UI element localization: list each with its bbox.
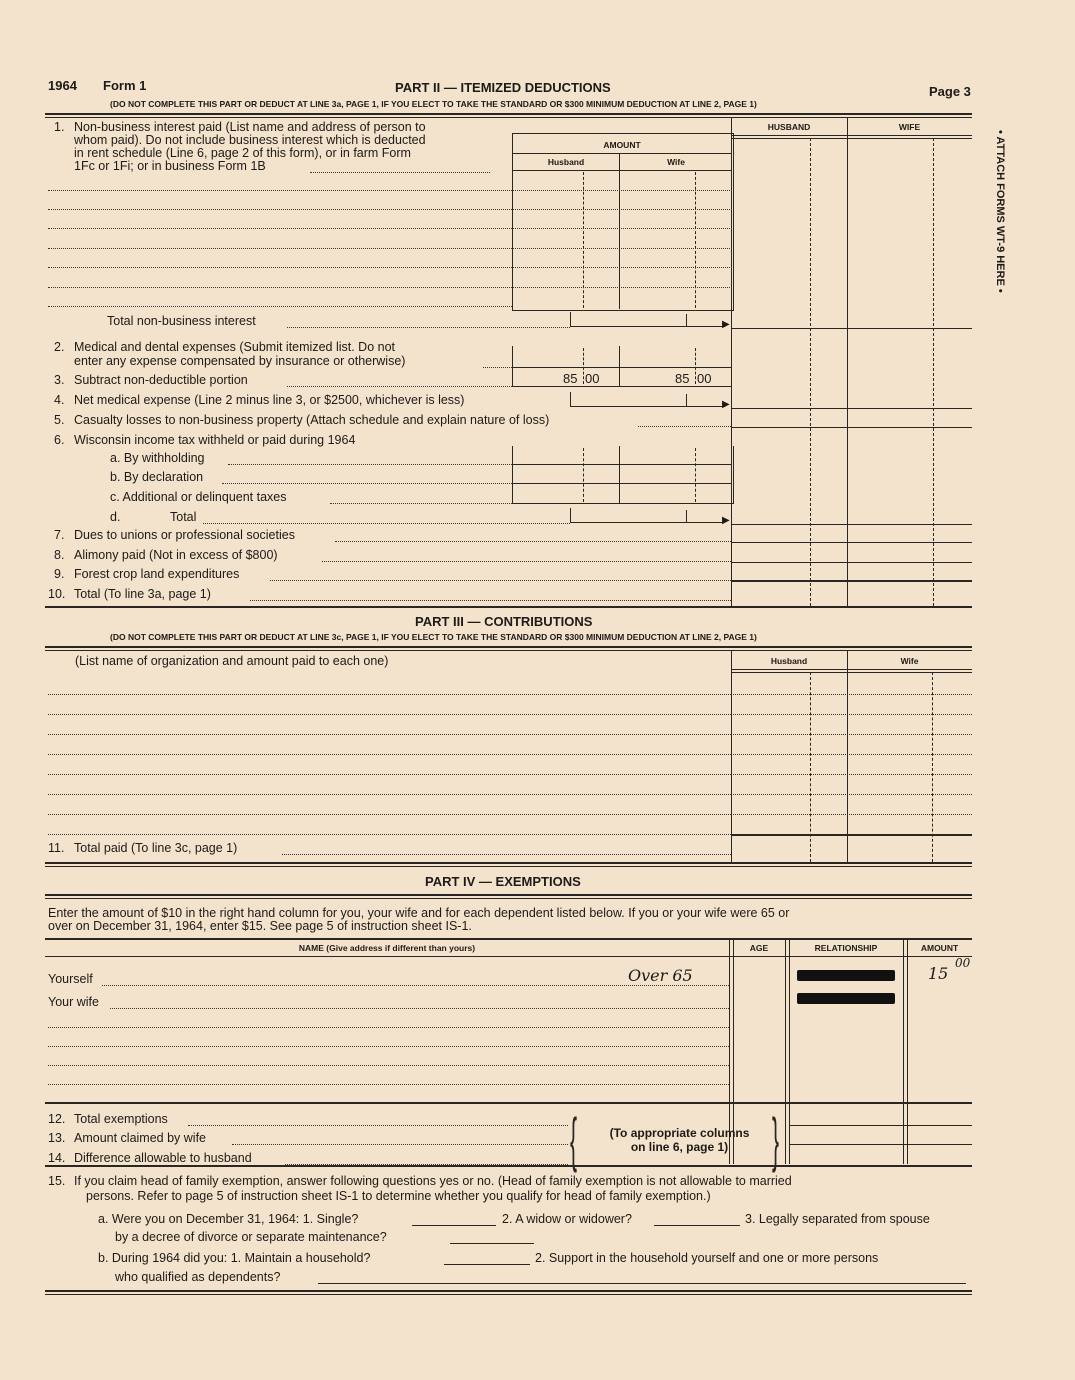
line2-text: Medical and dental expenses (Submit itemized list. Do not	[74, 340, 395, 354]
header-rule	[45, 113, 972, 115]
yourself-label: Yourself	[48, 972, 93, 986]
line4-text: Net medical expense (Line 2 minus line 3, or $2500, whichever is less)	[74, 393, 465, 407]
answer-widow[interactable]	[654, 1225, 740, 1226]
row-rule	[731, 408, 972, 409]
line11-text: Total paid (To line 3c, page 1)	[74, 841, 238, 855]
arrow-right-icon: ▶	[722, 319, 730, 330]
line-number: 11.	[48, 841, 65, 855]
question-a-decree: by a decree of divorce or separate maintenance?	[115, 1230, 387, 1244]
entry-line	[731, 814, 972, 815]
entry-line	[335, 541, 731, 542]
line15-text: persons. Refer to page 5 of instruction sheet IS-1 to determine whether you qualify for head of family exemption.)	[86, 1189, 711, 1203]
table-rule	[45, 938, 972, 940]
row-rule	[731, 524, 972, 525]
bracket-note-2: on line 6, page 1)	[630, 1140, 729, 1154]
entry-line	[731, 794, 972, 795]
form-number: Form 1	[103, 78, 147, 93]
right-brace-icon: }	[772, 1106, 780, 1173]
contribution-entry-line[interactable]	[48, 834, 731, 835]
line12-text: Total exemptions	[74, 1112, 168, 1126]
section-rule-thin	[45, 866, 972, 867]
wife-label: Your wife	[48, 995, 99, 1009]
entry-line	[282, 854, 731, 855]
section-rule-thin	[45, 650, 972, 651]
cents-divider	[583, 348, 584, 384]
col-header-rule	[731, 135, 972, 136]
entry-line	[310, 172, 490, 173]
arrow-right-icon: ▶	[722, 399, 730, 410]
section-rule	[45, 606, 972, 608]
line1-text: whom paid). Do not include business interest which is deducted	[74, 133, 426, 147]
question-b-dependents: who qualified as dependents?	[115, 1270, 281, 1284]
line-number: 8.	[54, 548, 65, 562]
bracket-note-1: (To appropriate columns	[609, 1126, 750, 1140]
amount-header-rule	[512, 153, 732, 154]
section-rule	[45, 1165, 972, 1167]
entry-line	[731, 714, 972, 715]
tax-box	[512, 446, 734, 504]
entry-line[interactable]	[48, 248, 512, 249]
arrow-tick	[686, 314, 687, 326]
contrib-wife-header: Wife	[900, 656, 919, 666]
amount-col-header: AMOUNT	[920, 943, 959, 953]
entry-line[interactable]	[48, 287, 512, 288]
row-rule	[789, 1144, 972, 1145]
entry-line[interactable]	[48, 306, 512, 307]
col-divider	[785, 938, 786, 1164]
contributions-list-label: (List name of organization and amount paid to each one)	[75, 654, 389, 668]
question-b-support: 2. Support in the household yourself and one or more persons	[535, 1251, 879, 1265]
section-rule	[45, 894, 972, 896]
entry-line[interactable]	[228, 464, 512, 465]
arrow-bracket	[570, 508, 571, 523]
box-edge	[731, 346, 732, 386]
question-a-single: a. Were you on December 31, 1964: 1. Single?	[98, 1212, 359, 1226]
row-rule	[512, 483, 732, 484]
col-divider	[903, 938, 904, 1164]
entry-line	[512, 209, 732, 210]
entry-line	[483, 367, 512, 368]
arrow-tick	[686, 510, 687, 522]
line6b-text: b. By declaration	[110, 470, 204, 484]
line-number: 14.	[48, 1151, 66, 1165]
arrow-right-icon: ▶	[722, 515, 730, 526]
line3-text: Subtract non-deductible portion	[74, 373, 248, 387]
entry-line[interactable]	[48, 228, 512, 229]
line9-text: Forest crop land expenditures	[74, 567, 240, 581]
line-number: 13.	[48, 1131, 66, 1145]
cents-divider	[695, 348, 696, 384]
row-rule	[731, 834, 972, 836]
line3-husband-cents: 00	[585, 371, 600, 386]
line-number: 7.	[54, 528, 65, 542]
row-rule	[731, 427, 972, 428]
cents-divider	[695, 448, 696, 502]
entry-line	[512, 267, 732, 268]
line-number: 5.	[54, 413, 65, 427]
amount-header: AMOUNT	[603, 140, 641, 150]
dependent-entry-line[interactable]	[48, 1027, 729, 1028]
line3-wife-cents: 00	[697, 371, 712, 386]
part-iii-instruction: (DO NOT COMPLETE THIS PART OR DEDUCT AT LINE 3c, PAGE 1, IF YOU ELECT TO TAKE THE STANDARD OR $300 MINIMUM DEDUCTION AT LINE 2, PAGE 1)	[110, 632, 757, 642]
dependent-entry-line[interactable]	[48, 1084, 729, 1085]
row-rule	[731, 669, 972, 670]
row-rule	[512, 367, 732, 368]
part-ii-title: PART II — ITEMIZED DEDUCTIONS	[395, 80, 611, 95]
exemptions-instruction-1: Enter the amount of $10 in the right hand column for you, your wife and for each dependent listed below. If you or your wife were 65 or	[48, 906, 790, 920]
line2-text: enter any expense compensated by insurance or otherwise)	[74, 354, 406, 368]
row-rule	[789, 1125, 972, 1126]
wife-col-header: WIFE	[898, 122, 921, 132]
arrow-line	[570, 326, 725, 327]
entry-line	[638, 426, 731, 427]
entry-line[interactable]	[48, 209, 512, 210]
entry-line	[512, 287, 732, 288]
question-a-separated: 3. Legally separated from spouse	[745, 1212, 930, 1226]
form-year: 1964	[48, 78, 77, 93]
amount-header-rule	[512, 170, 732, 171]
line7-text: Dues to unions or professional societies	[74, 528, 295, 542]
arrow-bracket	[570, 312, 571, 327]
contribution-entry-line[interactable]	[48, 754, 731, 755]
line3-husband-dollars: 85	[563, 371, 578, 386]
arrow-line	[570, 406, 725, 407]
col-divider	[847, 650, 848, 862]
line6d-total-label: Total	[170, 510, 197, 524]
entry-line[interactable]	[48, 190, 512, 191]
contribution-entry-line[interactable]	[48, 814, 731, 815]
attach-forms-note: • ATTACH FORMS WT-9 HERE •	[994, 130, 1006, 293]
yourself-entry-line[interactable]	[102, 985, 729, 986]
row-rule	[731, 562, 972, 563]
line3-wife-dollars: 85	[675, 371, 690, 386]
question-a-widow: 2. A widow or widower?	[502, 1212, 632, 1226]
line1-text: 1Fc or 1Fi; or in business Form 1B	[74, 159, 266, 173]
part-iv-title: PART IV — EXEMPTIONS	[425, 874, 581, 889]
box-divider	[619, 446, 620, 503]
box-edge	[619, 346, 620, 386]
row-rule	[731, 542, 972, 543]
entry-line	[731, 734, 972, 735]
row-rule	[512, 464, 732, 465]
entry-line	[731, 694, 972, 695]
col-header-rule	[731, 138, 972, 139]
contribution-entry-line[interactable]	[48, 714, 731, 715]
entry-line	[512, 228, 732, 229]
row-rule	[512, 386, 732, 387]
section-rule	[45, 862, 972, 864]
amount-wife-header: Wife	[667, 157, 685, 167]
line-number: 2.	[54, 340, 65, 354]
entry-line[interactable]	[48, 267, 512, 268]
line1-text: Non-business interest paid (List name and address of person to	[74, 120, 426, 134]
line-number: 4.	[54, 393, 65, 407]
line-number: 12.	[48, 1112, 66, 1126]
answer-dependents[interactable]	[318, 1283, 966, 1284]
line-number: 10.	[48, 587, 66, 601]
husband-col-header: HUSBAND	[767, 122, 811, 132]
box-edge	[512, 346, 513, 386]
redacted-relationship	[797, 993, 895, 1004]
left-brace-icon: {	[570, 1106, 578, 1173]
part-iii-title: PART III — CONTRIBUTIONS	[415, 614, 593, 629]
yourself-amount-cents-handwritten: 00	[955, 956, 971, 970]
line13-text: Amount claimed by wife	[74, 1131, 207, 1145]
entry-line	[512, 190, 732, 191]
amount-husband-header: Husband	[547, 157, 585, 167]
line-number: 1.	[54, 120, 65, 134]
entry-line	[250, 600, 731, 601]
dependent-entry-line[interactable]	[48, 1065, 729, 1066]
contrib-husband-header: Husband	[770, 656, 808, 666]
line6d-text: d.	[110, 510, 121, 524]
line10-text: Total (To line 3a, page 1)	[74, 587, 211, 601]
arrow-tick	[686, 394, 687, 406]
arrow-bracket	[570, 392, 571, 407]
entry-line	[188, 1125, 568, 1126]
age-col-header: AGE	[749, 943, 769, 953]
col-divider	[907, 938, 908, 1164]
section-rule-thin	[45, 898, 972, 899]
entry-line	[731, 774, 972, 775]
line-number: 6.	[54, 433, 65, 447]
col-divider	[789, 938, 790, 1164]
line-number: 15.	[48, 1174, 66, 1188]
line8-text: Alimony paid (Not in excess of $800)	[74, 548, 278, 562]
entry-line	[287, 386, 512, 387]
total-interest-label: Total non-business interest	[107, 314, 256, 328]
contribution-entry-line[interactable]	[48, 734, 731, 735]
contribution-entry-line[interactable]	[48, 694, 731, 695]
line6-text: Wisconsin income tax withheld or paid during 1964	[74, 433, 356, 447]
entry-line	[287, 327, 570, 328]
line15-text: If you claim head of family exemption, answer following questions yes or no. (Head of family exemption is not allowable to married	[74, 1174, 792, 1188]
answer-household[interactable]	[444, 1264, 530, 1265]
line1-text: in rent schedule (Line 6, page 2 of this form), or in farm Form	[74, 146, 411, 160]
table-rule	[45, 1102, 972, 1104]
part-ii-instruction: (DO NOT COMPLETE THIS PART OR DEDUCT AT LINE 3a, PAGE 1, IF YOU ELECT TO TAKE THE STANDARD OR $300 MINIMUM DEDUCTION AT LINE 2, PAGE 1)	[110, 99, 757, 109]
yourself-amount-handwritten: 15	[928, 964, 949, 983]
entry-line[interactable]	[330, 503, 512, 504]
table-rule	[45, 956, 972, 957]
redacted-relationship	[797, 970, 895, 981]
bottom-rule-thin	[45, 1294, 972, 1295]
entry-line	[270, 580, 731, 581]
col-divider	[731, 650, 732, 862]
line-number: 3.	[54, 373, 65, 387]
row-rule	[731, 328, 972, 329]
entry-line	[512, 248, 732, 249]
answer-separated[interactable]	[450, 1243, 534, 1244]
cents-divider	[810, 138, 811, 606]
relationship-col-header: RELATIONSHIP	[814, 943, 878, 953]
line5-text: Casualty losses to non-business property (Attach schedule and explain nature of loss)	[74, 413, 550, 427]
arrow-line	[570, 522, 725, 523]
header-rule-thin	[45, 117, 972, 118]
page-number: Page 3	[929, 84, 971, 99]
wife-entry-line[interactable]	[110, 1008, 729, 1009]
row-rule	[731, 672, 972, 673]
contribution-entry-line[interactable]	[48, 794, 731, 795]
entry-line	[322, 561, 731, 562]
line6c-text: c. Additional or delinquent taxes	[110, 490, 287, 504]
answer-single[interactable]	[412, 1225, 496, 1226]
entry-line[interactable]	[222, 483, 512, 484]
contribution-entry-line[interactable]	[48, 774, 731, 775]
question-b-household: b. During 1964 did you: 1. Maintain a household?	[98, 1251, 371, 1265]
line-number: 9.	[54, 567, 65, 581]
yourself-age-handwritten: Over 65	[628, 966, 693, 985]
bottom-rule	[45, 1290, 972, 1292]
line6a-text: a. By withholding	[110, 451, 205, 465]
row-rule	[731, 580, 972, 582]
amount-divider	[619, 153, 620, 309]
entry-line	[232, 1144, 568, 1145]
exemptions-instruction-2: over on December 31, 1964, enter $15. See page 5 of instruction sheet IS-1.	[48, 919, 472, 933]
col-divider	[847, 117, 848, 607]
cents-divider	[583, 448, 584, 502]
entry-line	[731, 754, 972, 755]
name-col-header: NAME (Give address if different than yours)	[298, 943, 476, 953]
dependent-entry-line[interactable]	[48, 1046, 729, 1047]
cents-divider	[933, 138, 934, 606]
entry-line	[203, 523, 570, 524]
section-rule	[45, 646, 972, 648]
line14-text: Difference allowable to husband	[74, 1151, 252, 1165]
